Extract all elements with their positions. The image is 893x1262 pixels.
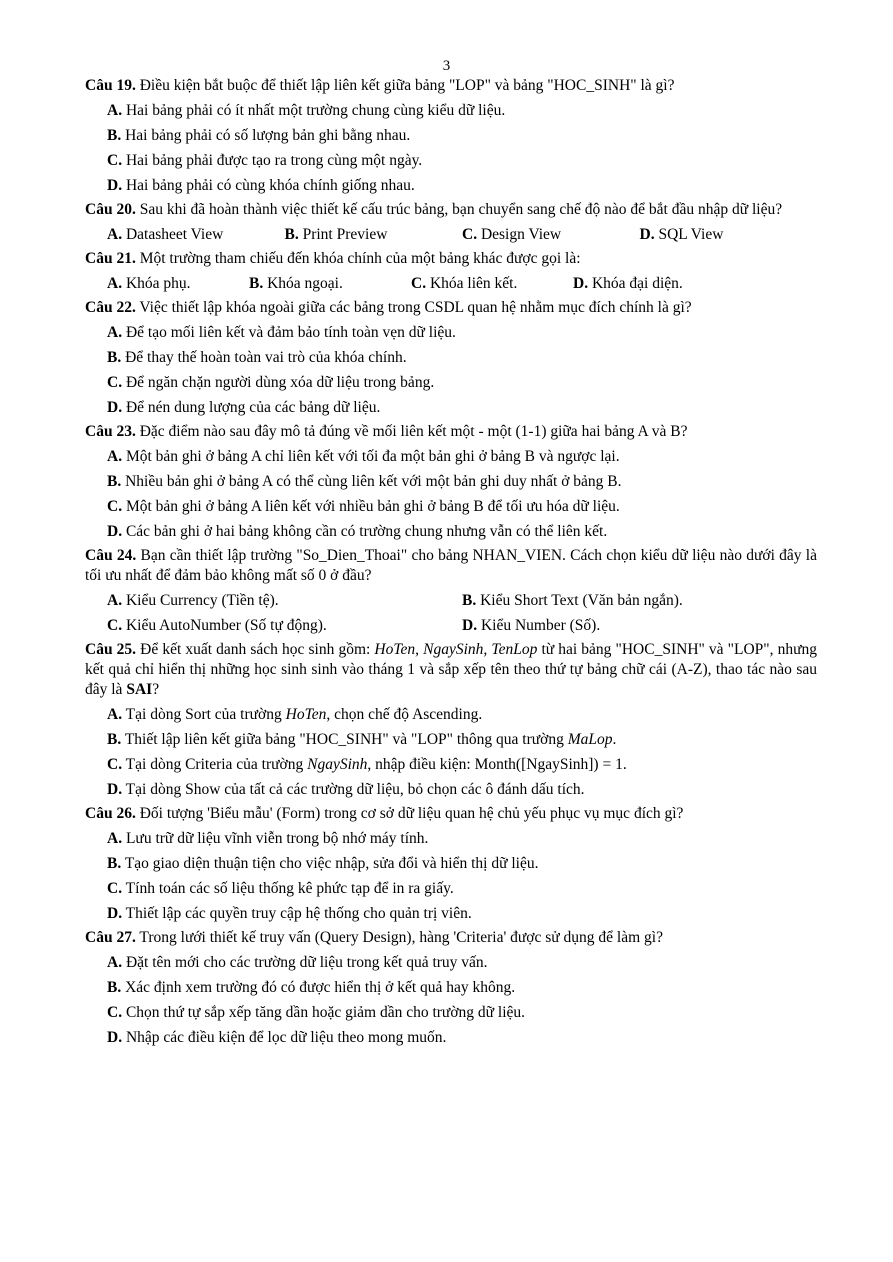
option-letter: C. — [107, 756, 123, 773]
option — [640, 225, 818, 245]
option-letter: A. — [107, 954, 123, 971]
option-letter: A. — [107, 448, 123, 465]
option — [573, 274, 683, 294]
option — [107, 755, 817, 775]
question-number: Câu 24. — [85, 547, 137, 564]
question-21 — [85, 249, 817, 269]
option-text: Thiết lập các quyền truy cập hệ thống cho quản trị viên. — [122, 905, 472, 922]
option-letter: A. — [107, 830, 123, 847]
option-letter: B. — [107, 979, 122, 996]
question-19 — [85, 76, 817, 96]
option — [107, 472, 817, 492]
option-letter: B. — [107, 473, 122, 490]
option — [107, 373, 817, 393]
option — [107, 497, 817, 517]
option-letter: D. — [107, 177, 123, 194]
option — [107, 616, 462, 636]
option-text: Design View — [477, 226, 562, 243]
question-number: Câu 21. — [85, 250, 136, 267]
option-text: , nhập điều kiện: Month([NgaySinh]) = 1. — [367, 756, 627, 773]
option-text: Khóa ngoại. — [263, 275, 343, 292]
option-text: Một bản ghi ở bảng A liên kết với nhiều bản ghi ở bảng B để tối ưu hóa dữ liệu. — [122, 498, 620, 515]
question-text: Để kết xuất danh sách học sinh gồm: — [136, 641, 375, 658]
option — [107, 323, 817, 343]
page-number: 3 — [442, 58, 451, 74]
option-letter: C. — [411, 275, 427, 292]
option-text: , chọn chế độ Ascending. — [326, 706, 483, 723]
question-text: Việc thiết lập khóa ngoài giữa các bảng trong CSDL quan hệ nhằm mục đích chính là gì? — [135, 299, 692, 316]
option-letter: D. — [107, 1029, 123, 1046]
option-text: Hai bảng phải có số lượng bản ghi bằng nhau. — [121, 127, 411, 144]
option — [107, 953, 817, 973]
option-letter: C. — [107, 617, 123, 634]
question-text: Đặc điểm nào sau đây mô tả đúng về mối liên kết một - một (1-1) giữa hai bảng A và B? — [135, 423, 688, 440]
options-row — [107, 616, 817, 636]
option-text: Nhập các điều kiện để lọc dữ liệu theo mong muốn. — [122, 1029, 447, 1046]
option-letter: C. — [462, 226, 478, 243]
question-text: từ hai bảng "HOC_SINH" và "LOP", nhưng kết quả chỉ hiển thị những học sinh sinh vào tháng 1 và sắp xếp tên theo thứ tự bảng chữ cái (A-Z), thao tác nào sau đây là — [85, 641, 817, 698]
question-number: Câu 23. — [85, 423, 136, 440]
option — [107, 591, 462, 611]
question-25 — [85, 640, 817, 700]
option-text: Các bản ghi ở hai bảng không cần có trường chung nhưng vẫn có thể liên kết. — [122, 523, 608, 540]
option-letter: C. — [107, 498, 123, 515]
option-text: Tính toán các số liệu thống kê phức tạp để in ra giấy. — [122, 880, 454, 897]
option-letter: A. — [107, 706, 123, 723]
option — [107, 151, 817, 171]
option-text: Khóa đại diện. — [588, 275, 683, 292]
option-text: Hai bảng phải được tạo ra trong cùng một ngày. — [122, 152, 423, 169]
option-text: Kiểu Currency (Tiền tệ). — [122, 592, 279, 609]
option-text: Thiết lập liên kết giữa bảng "HOC_SINH" và "LOP" thông qua trường — [121, 731, 568, 748]
option-letter: B. — [107, 855, 122, 872]
question-number: Câu 26. — [85, 805, 136, 822]
option-text: Chọn thứ tự sắp xếp tăng dần hoặc giảm dần cho trường dữ liệu. — [122, 1004, 526, 1021]
option-text: Kiểu AutoNumber (Số tự động). — [122, 617, 327, 634]
option-text: Xác định xem trường đó có được hiển thị ở kết quả hay không. — [121, 979, 516, 996]
option-letter: A. — [107, 102, 123, 119]
option — [107, 829, 817, 849]
option-text: Tại dòng Show của tất cả các trường dữ liệu, bỏ chọn các ô đánh dấu tích. — [122, 781, 585, 798]
question-26 — [85, 804, 817, 824]
option-letter: C. — [107, 374, 123, 391]
question-text: ? — [152, 681, 160, 698]
option-text: Khóa phụ. — [122, 275, 191, 292]
question-22 — [85, 298, 817, 318]
option — [107, 1028, 817, 1048]
option-letter: C. — [107, 880, 123, 897]
option — [249, 274, 411, 294]
option-text: Tạo giao diện thuận tiện cho việc nhập, sửa đổi và hiển thị dữ liệu. — [121, 855, 539, 872]
option-text-italic: MaLop — [567, 731, 613, 748]
option-letter: D. — [107, 523, 123, 540]
option-text: Để tạo mối liên kết và đảm bảo tính toàn vẹn dữ liệu. — [122, 324, 456, 341]
option-text: Tại dòng Criteria của trường — [122, 756, 308, 773]
question-text: Bạn cần thiết lập trường "So_Dien_Thoai" cho bảng NHAN_VIEN. Cách chọn kiểu dữ liệu nào dưới đây là tối ưu nhất để đảm bảo không mất số 0 ở đầu? — [85, 547, 817, 584]
option-text: Print Preview — [298, 226, 388, 243]
question-text-bold: SAI — [126, 681, 153, 698]
option-letter: D. — [639, 226, 655, 243]
option-text: Hai bảng phải có cùng khóa chính giống nhau. — [122, 177, 415, 194]
option-text: Kiểu Short Text (Văn bản ngắn). — [476, 592, 683, 609]
option-letter: D. — [462, 617, 478, 634]
option-letter: D. — [107, 399, 123, 416]
option — [107, 879, 817, 899]
question-number: Câu 19. — [85, 77, 136, 94]
option — [107, 225, 285, 245]
option — [107, 176, 817, 196]
option-letter: B. — [249, 275, 264, 292]
option-text: Lưu trữ dữ liệu vĩnh viễn trong bộ nhớ máy tính. — [122, 830, 429, 847]
option — [411, 274, 573, 294]
option — [107, 101, 817, 121]
option — [285, 225, 463, 245]
question-number: Câu 27. — [85, 929, 136, 946]
option — [107, 1003, 817, 1023]
question-text: Sau khi đã hoàn thành việc thiết kế cấu trúc bảng, bạn chuyển sang chế độ nào để bắt đầu nhập dữ liệu? — [135, 201, 783, 218]
option-letter: D. — [107, 781, 123, 798]
option — [107, 398, 817, 418]
option-letter: D. — [107, 905, 123, 922]
option — [107, 730, 817, 750]
option-text: Tại dòng Sort của trường — [122, 706, 286, 723]
option — [107, 705, 817, 725]
question-23 — [85, 422, 817, 442]
question-number: Câu 25. — [85, 641, 137, 658]
option-letter: A. — [107, 275, 123, 292]
option — [107, 274, 249, 294]
option-text: Kiểu Number (Số). — [477, 617, 601, 634]
option-text: Để ngăn chặn người dùng xóa dữ liệu trong bảng. — [122, 374, 435, 391]
question-text-italic: HoTen, NgaySinh, TenLop — [374, 641, 538, 658]
question-20 — [85, 200, 817, 220]
option-text: SQL View — [654, 226, 724, 243]
option-letter: A. — [107, 592, 123, 609]
option-letter: B. — [107, 731, 122, 748]
option-text-italic: HoTen — [285, 706, 327, 723]
question-text: Một trường tham chiếu đến khóa chính của một bảng khác được gọi là: — [135, 250, 581, 267]
option-letter: D. — [573, 275, 589, 292]
option-text: . — [612, 731, 617, 748]
option-letter: A. — [107, 226, 123, 243]
option-text: Để nén dung lượng của các bảng dữ liệu. — [122, 399, 381, 416]
option — [107, 522, 817, 542]
option-text: Hai bảng phải có ít nhất một trường chung cùng kiểu dữ liệu. — [122, 102, 506, 119]
question-number: Câu 20. — [85, 201, 136, 218]
option-text: Nhiều bản ghi ở bảng A có thể cùng liên kết với một bản ghi duy nhất ở bảng B. — [121, 473, 622, 490]
options-row — [107, 225, 817, 245]
options-row — [107, 591, 817, 611]
question-number: Câu 22. — [85, 299, 136, 316]
option-text: Đặt tên mới cho các trường dữ liệu trong kết quả truy vấn. — [122, 954, 488, 971]
option — [462, 616, 817, 636]
option — [107, 978, 817, 998]
option-letter: B. — [107, 127, 122, 144]
option-letter: B. — [284, 226, 299, 243]
option — [462, 225, 640, 245]
question-text: Trong lưới thiết kế truy vấn (Query Design), hàng 'Criteria' được sử dụng để làm gì? — [135, 929, 663, 946]
option-letter: B. — [107, 349, 122, 366]
option — [107, 447, 817, 467]
option — [107, 854, 817, 874]
option-letter: C. — [107, 152, 123, 169]
option — [107, 348, 817, 368]
option — [462, 591, 817, 611]
option-letter: C. — [107, 1004, 123, 1021]
option — [107, 780, 817, 800]
option — [107, 904, 817, 924]
question-24 — [85, 546, 817, 586]
option-text-italic: NgaySinh — [307, 756, 368, 773]
question-text: Điều kiện bắt buộc để thiết lập liên kết giữa bảng "LOP" và bảng "HOC_SINH" là gì? — [135, 77, 675, 94]
question-text: Đối tượng 'Biểu mẫu' (Form) trong cơ sở dữ liệu quan hệ chủ yếu phục vụ mục đích gì? — [135, 805, 684, 822]
question-list — [85, 76, 817, 1048]
option-text: Datasheet View — [122, 226, 224, 243]
option-letter: A. — [107, 324, 123, 341]
options-row — [107, 274, 817, 294]
question-27 — [85, 928, 817, 948]
option-letter: B. — [462, 592, 477, 609]
option-text: Để thay thế hoàn toàn vai trò của khóa chính. — [121, 349, 407, 366]
option-text: Khóa liên kết. — [426, 275, 518, 292]
option — [107, 126, 817, 146]
option-text: Một bản ghi ở bảng A chỉ liên kết với tối đa một bản ghi ở bảng B và ngược lại. — [122, 448, 620, 465]
